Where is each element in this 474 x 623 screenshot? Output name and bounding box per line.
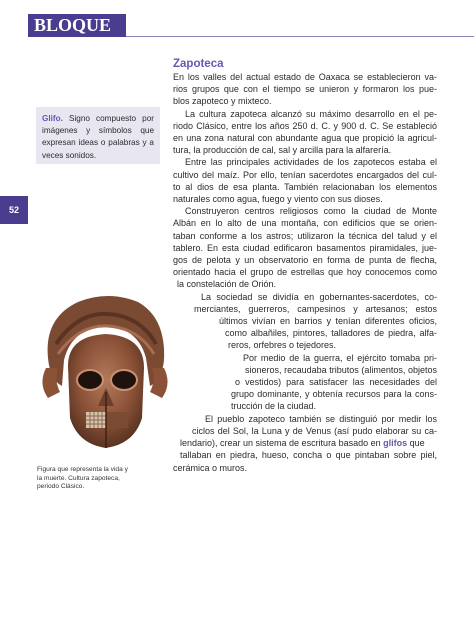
body-line: Entre las principales actividades de los zapotecos estaba el bbox=[185, 157, 437, 168]
body-line: grupo dominante, y obtenía recursos para la cons- bbox=[231, 389, 437, 400]
body-line: tablero. En esta ciudad edificaron basamentos piramidales, jue- bbox=[173, 242, 437, 253]
body-line: to al dios de esa planta. También relacionaban los elementos bbox=[173, 181, 437, 192]
body-line: orientado hacia el grupo de estrellas que hoy conocemos como bbox=[173, 267, 437, 278]
body-line: trucción de la ciudad. bbox=[231, 401, 317, 412]
body-line: rios grupos que con el tiempo se unieron y formaron los pue- bbox=[173, 84, 437, 95]
body-line: taban conforme a los astros; utilizaron la técnica del talud y el bbox=[173, 230, 437, 241]
body-line bbox=[180, 437, 437, 449]
body-line: riodo Clásico, entre los años 250 d. C. y 900 d. C. Se estableció bbox=[173, 120, 437, 131]
body-line: como albañiles, pintores, talladores de piedra, alfa- bbox=[225, 328, 437, 339]
body-line: sioneros, recaudaba tributos (alimentos, objetos bbox=[245, 364, 437, 375]
body-line: El pueblo zapoteco también se distinguió por medir los bbox=[205, 413, 437, 424]
header-divider bbox=[126, 36, 474, 37]
body-line-text: lendario), crear un sistema de escritura basado en bbox=[180, 438, 381, 449]
body-line: gos de pelota y un observatorio en forma de punta de flecha, bbox=[173, 255, 437, 266]
body-line: o vestidos) para satisfacer las necesidades del bbox=[235, 377, 437, 388]
body-line: reros, orfebres o tejedores. bbox=[228, 340, 337, 351]
body-line: la constelación de Orión. bbox=[177, 279, 277, 290]
body-line: tura, la producción de cal, sal y arcilla para la alfarería. bbox=[173, 145, 392, 156]
figure-caption: Figura que representa la vida y la muerte. Cultura zapoteca, periodo Clásico. bbox=[37, 466, 128, 491]
body-line: tallaban en piedra, hueso, concha o que pintaban sobre piel, bbox=[180, 450, 437, 461]
body-text bbox=[173, 71, 437, 474]
body-line: Albán en lo alto de una montaña, con edificios que se orien- bbox=[173, 218, 437, 229]
glifos-term: glifos bbox=[383, 438, 408, 449]
glossary-box bbox=[36, 107, 160, 164]
body-line: En los valles del actual estado de Oaxaca se establecieron va- bbox=[173, 72, 437, 82]
body-line: Por medio de la guerra, el ejército tomaba pri- bbox=[243, 352, 437, 363]
body-line: cultivo del maíz. Por ello, tenían sacerdotes encargados del cul- bbox=[173, 169, 437, 180]
body-line: La sociedad se dividía en gobernantes-sacerdotes, co- bbox=[201, 291, 437, 302]
body-line: Construyeron centros religiosos como la ciudad de Monte bbox=[185, 206, 437, 217]
body-line: blos zapoteco y mixteco. bbox=[173, 96, 272, 107]
section-title: Zapoteca bbox=[173, 58, 224, 70]
bloque-label: BLOQUE II bbox=[28, 14, 126, 37]
body-line: ciclos del Sol, la Luna y de Venus (así pudo elaborar su ca- bbox=[192, 425, 437, 436]
body-line: en una zona natural con abundante agua que propició la agricul- bbox=[173, 133, 437, 144]
body-line: naturales como agua, fuego y viento con sus dioses. bbox=[173, 194, 383, 205]
glossary-definition: Signo compuesto por imágenes y símbolos que expresan ideas o palabras y a veces sonidos. bbox=[42, 114, 155, 160]
body-line: merciantes, guerreros, campesinos y artesanos; estos bbox=[194, 303, 437, 314]
body-line: La cultura zapoteca alcanzó su máximo desarrollo en el pe- bbox=[185, 108, 437, 119]
body-line: últimos vivían en barrios y tenían diferentes oficios, bbox=[219, 316, 437, 327]
page-header bbox=[0, 0, 474, 8]
glossary-term: Glifo. bbox=[42, 114, 63, 123]
body-line-text: que bbox=[409, 438, 425, 449]
body-line: cerámica o muros. bbox=[173, 462, 248, 473]
zapotec-figure-image bbox=[38, 288, 172, 460]
page-number: 52 bbox=[0, 196, 28, 224]
